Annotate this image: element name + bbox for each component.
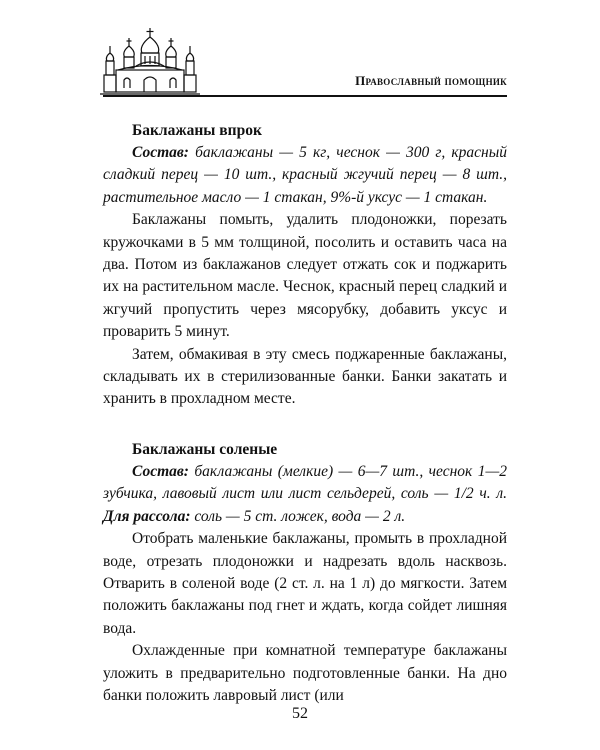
section-spacer bbox=[103, 411, 507, 439]
ingredients-text: баклажаны (мелкие) — 6—7 шт., чеснок 1—2 зубчика, лавовый лист или лист сельдерей, соль — 1/2 ч. л. bbox=[103, 462, 508, 503]
brine-label: Для рассола: bbox=[103, 507, 191, 525]
recipe-eggplant-salted bbox=[103, 439, 507, 707]
instruction-paragraph: Баклажаны помыть, удалить плодоножки, порезать кружочками в 5 мм толщиной, посолить и оставить часа на два. Потом из баклажанов следует отжать сок и поджарить их на растительном масле. Чеснок, красный перец сладкий и жгучий пропустить через мясорубку, добавить уксус и проварить 5 минут. bbox=[103, 211, 507, 341]
page-header bbox=[0, 0, 600, 110]
ingredients-line bbox=[103, 142, 507, 209]
running-title: Православный помощник bbox=[355, 73, 507, 88]
instruction-paragraph: Охлажденные при комнатной температуре баклажаны уложить в предварительно подготовленные банки. На дно банки положить лавровый лист (или bbox=[103, 642, 507, 704]
instruction-paragraph: Отобрать маленькие баклажаны, промыть в прохладной воде, отрезать плодоножки и надрезать вдоль насквозь. Отварить в соленой воде (2 ст. л. на 1 л) до мягкости. Затем положить баклажаны под гнет и ждать, когда сойдет лишняя вода. bbox=[103, 530, 507, 637]
header-rule bbox=[103, 95, 507, 97]
ingredients-line bbox=[103, 461, 507, 528]
recipe-title: Баклажаны впрок bbox=[132, 122, 262, 139]
brine-text: соль — 5 ст. ложек, вода — 2 л. bbox=[194, 507, 406, 525]
ingredients-label: Состав: bbox=[132, 144, 189, 161]
cathedral-icon bbox=[100, 28, 200, 96]
instruction-paragraph: Затем, обмакивая в эту смесь поджаренные баклажаны, складывать их в стерилизованные банки. Банки закатать и хранить в прохладном месте. bbox=[103, 345, 507, 408]
page-number: 52 bbox=[292, 705, 308, 722]
recipe-title: Баклажаны соленые bbox=[132, 440, 278, 458]
ingredients-label: Состав: bbox=[132, 462, 189, 480]
recipe-eggplant-preserved bbox=[103, 120, 507, 411]
ingredients-text: баклажаны — 5 кг, чеснок — 300 г, красный сладкий перец — 10 шт., красный жгучий перец — 8 шт., растительное масло — 1 стакан, 9%-й уксус — 1 стакан. bbox=[103, 144, 507, 206]
page-body bbox=[103, 120, 507, 707]
